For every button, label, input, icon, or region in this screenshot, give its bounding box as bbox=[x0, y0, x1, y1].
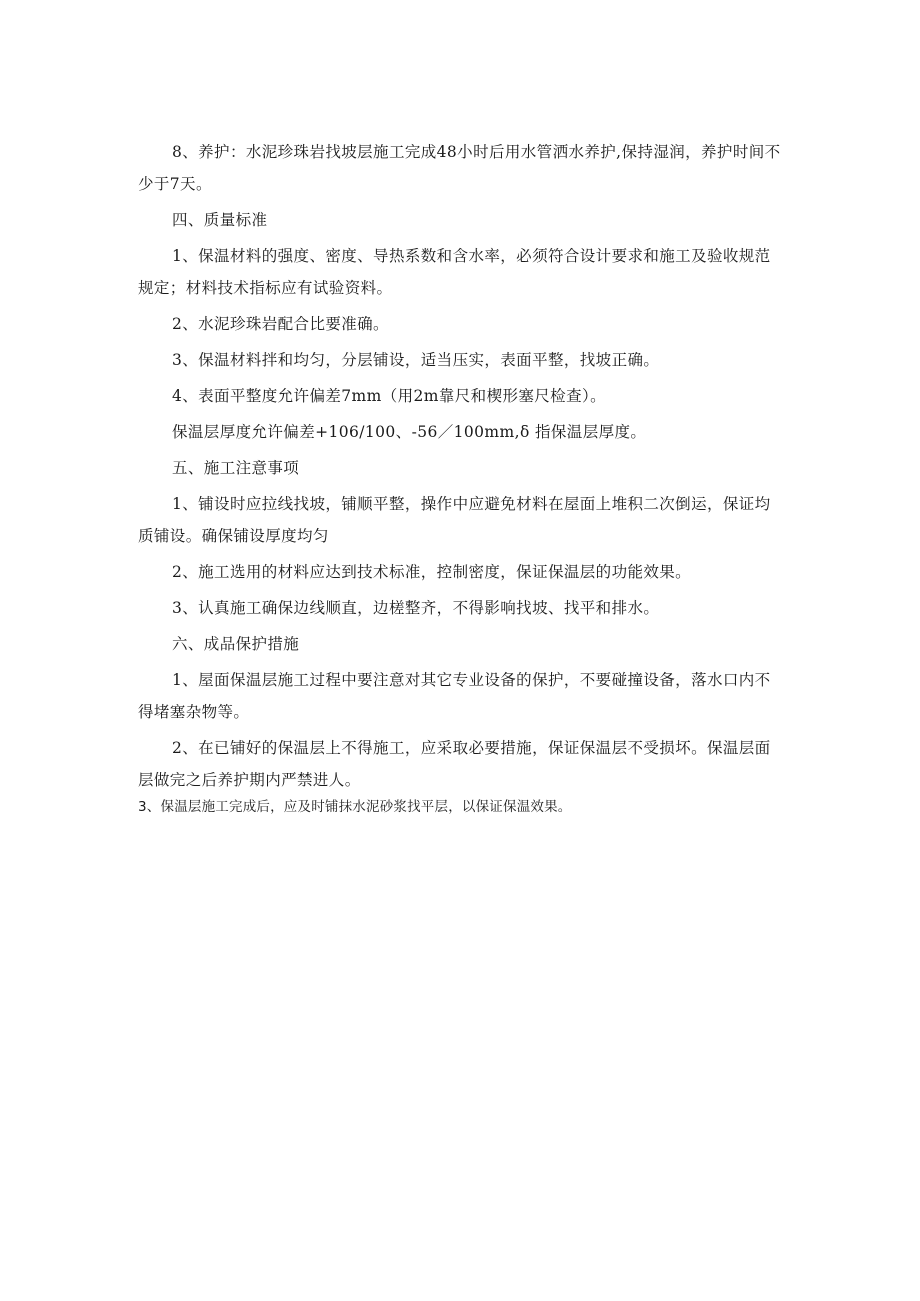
paragraph-notes-3: 3、认真施工确保边线顺直，边槎整齐，不得影响找坡、找平和排水。 bbox=[172, 599, 660, 617]
paragraph-protection-3: 3、保温层施工完成后，应及时铺抹水泥砂浆找平层，以保证保温效果。 bbox=[138, 799, 572, 815]
heading-product-protection: 六、成品保护措施 bbox=[172, 635, 300, 653]
heading-construction-notes: 五、施工注意事项 bbox=[172, 459, 300, 477]
paragraph-quality-3: 3、保温材料拌和均匀，分层铺设，适当压实，表面平整，找坡正确。 bbox=[172, 351, 660, 369]
paragraph-notes-1: 1、铺设时应拉线找坡，铺顺平整，操作中应避免材料在屋面上堆积二次倒运，保证均质铺设。确保铺设厚度均匀 bbox=[138, 495, 771, 545]
paragraph-quality-1: 1、保温材料的强度、密度、导热系数和含水率，必须符合设计要求和施工及验收规范规定；材料技术指标应有试验资料。 bbox=[138, 247, 771, 297]
paragraph-notes-2: 2、施工选用的材料应达到技术标准，控制密度，保证保温层的功能效果。 bbox=[172, 563, 692, 581]
paragraph-quality-2: 2、水泥珍珠岩配合比要准确。 bbox=[172, 315, 389, 333]
paragraph-thickness-tolerance: 保温层厚度允许偏差+106/100、-56／100mm,δ 指保温层厚度。 bbox=[172, 423, 647, 441]
heading-quality-standards: 四、质量标准 bbox=[172, 211, 268, 229]
document-body bbox=[138, 136, 786, 818]
paragraph-quality-4: 4、表面平整度允许偏差7mm（用2m靠尺和楔形塞尺检查）。 bbox=[172, 387, 607, 405]
paragraph-curing: 8、养护：水泥珍珠岩找坡层施工完成48小时后用水管洒水养护,保持湿润，养护时间不少于7天。 bbox=[138, 143, 781, 193]
paragraph-protection-1: 1、屋面保温层施工过程中要注意对其它专业设备的保护，不要碰撞设备，落水口内不得堵塞杂物等。 bbox=[138, 671, 771, 721]
paragraph-protection-2: 2、在已铺好的保温层上不得施工，应采取必要措施，保证保温层不受损坏。保温层面层做完之后养护期内严禁进人。 bbox=[138, 739, 771, 789]
